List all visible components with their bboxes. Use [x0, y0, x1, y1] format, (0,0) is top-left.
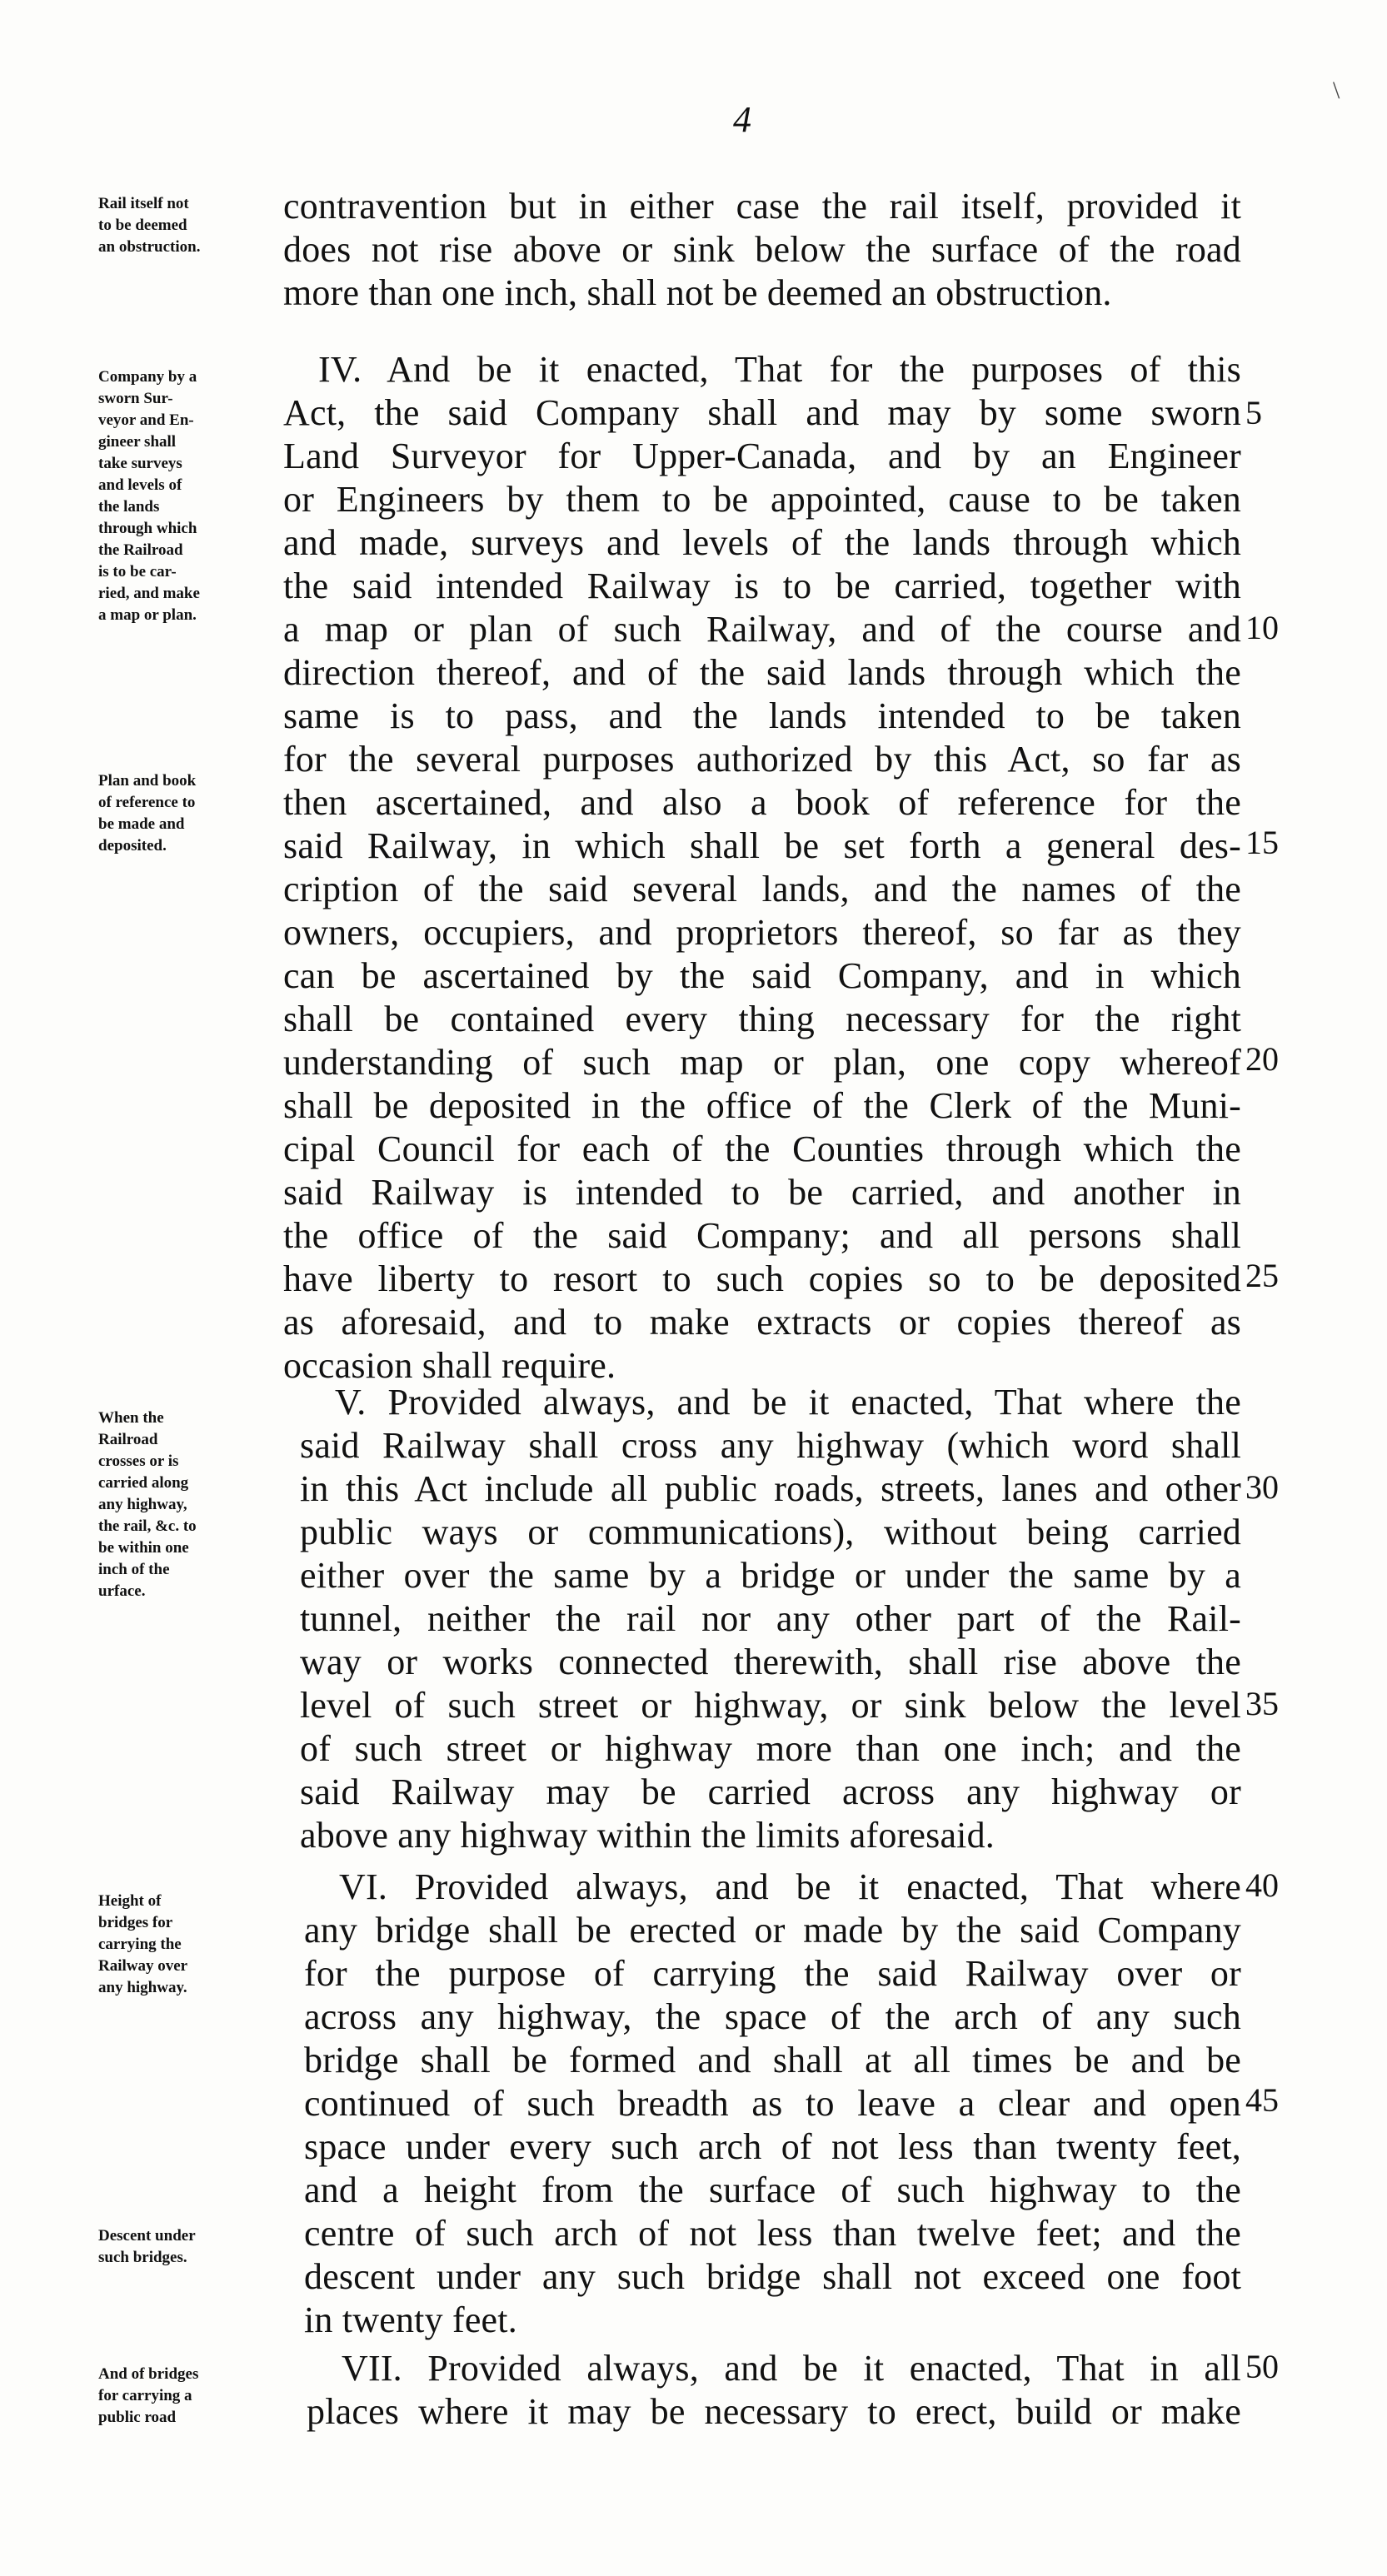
section-vii-text: VII. Provided always, and be it enacted, That in all places where it may be necessary to erect, build or make — [307, 2348, 1241, 2432]
margin-note-rail-obstruction: Rail itself not to be deemed an obstruction. — [98, 195, 201, 256]
margin-note-road-bridges: And of bridges for carrying a public road — [98, 2365, 199, 2426]
margin-note-bridge-height: Height of bridges for carrying the Railway over any highway. — [98, 1892, 188, 1996]
margin-note-highway-crossing: When the Railroad crosses or is carried along any highway, the rail, &c. to be within one inch of the urface. — [98, 1409, 197, 1600]
line-number: 35 — [1245, 1685, 1279, 1722]
line-number: 45 — [1245, 2081, 1279, 2119]
margin-note-descent: Descent under such bridges. — [98, 2227, 196, 2266]
page-number: 4 — [733, 99, 751, 140]
line-number: 10 — [1245, 609, 1279, 646]
margin-note-plan-book: Plan and book of reference to be made and deposited. — [98, 772, 197, 855]
line-number: 25 — [1245, 1257, 1279, 1294]
section-iv-text: IV. And be it enacted, That for the purposes of this Act, the said Company shall and may by some sworn Land Surveyor for Upper-Canada, and by an Engineer or Engineers by them to be appointed, cause to be taken and made, surveys and levels of the lands through which the said intended Railway is to be carried, together with a map or plan of such Railway, and of the course and direction thereof, and of the said lands through which the same is to pass, and the lands intended to be taken for the several purposes authorized by this Act, so far as then ascertained, and also a book of reference for the said Railway, in which shall be set forth a general des- cription of the said several lands, and the names of the owners, occupiers, and proprietors thereof, so far as they can be ascertained by the said Company, and in which shall be contained every thing necessary for the right understanding of such map or plan, one copy whereof shall be deposited in the office of the Clerk of the Muni- cipal Council for each of the Counties through which the said Railway is intended to be carried, and another in the office of the said Company; and all persons shall have liberty to resort to such copies so to be deposited as aforesaid, and to make extracts or copies thereof as occasion shall require. — [283, 349, 1241, 1386]
line-number: 40 — [1245, 1866, 1279, 1904]
line-number: 50 — [1245, 2348, 1279, 2385]
section-v-text: V. Provided always, and be it enacted, That where the said Railway shall cross any highway (which word shall in this Act include all public roads, streets, lanes and other public ways or communications), without being carried either over the same by a bridge or under the same by a tunnel, neither the rail nor any other part of the Rail- way or works connected therewith, shall rise above the level of such street or highway, or sink below the level of such street or highway more than one inch; and the said Railway may be carried across any highway or above any highway within the limits aforesaid. — [300, 1382, 1241, 1856]
line-number: 5 — [1245, 394, 1262, 431]
line-number: 15 — [1245, 824, 1279, 861]
line-number: 30 — [1245, 1468, 1279, 1506]
line-number: 20 — [1245, 1040, 1279, 1078]
stray-mark: \ — [1333, 77, 1340, 104]
margin-note-surveys: Company by a sworn Sur- veyor and En- gineer shall take surveys and levels of the lands through which the Railroad is to be car- ried, and make a map or plan. — [98, 368, 200, 624]
paragraph-continuation: contravention but in either case the rail itself, provided it does not rise above or sink below the surface of the road more than one inch, shall not be deemed an obstruction. — [283, 186, 1241, 313]
section-vi-text: VI. Provided always, and be it enacted, That where any bridge shall be erected or made by the said Company for the purpose of carrying the said Railway over or across any highway, the space of the arch of any such bridge shall be formed and shall at all times be and be continued of such breadth as to leave a clear and open space under every such arch of not less than twenty feet, and a height from the surface of such highway to the centre of such arch of not less than twelve feet; and the descent under any such bridge shall not exceed one foot in twenty feet. — [304, 1866, 1241, 2340]
